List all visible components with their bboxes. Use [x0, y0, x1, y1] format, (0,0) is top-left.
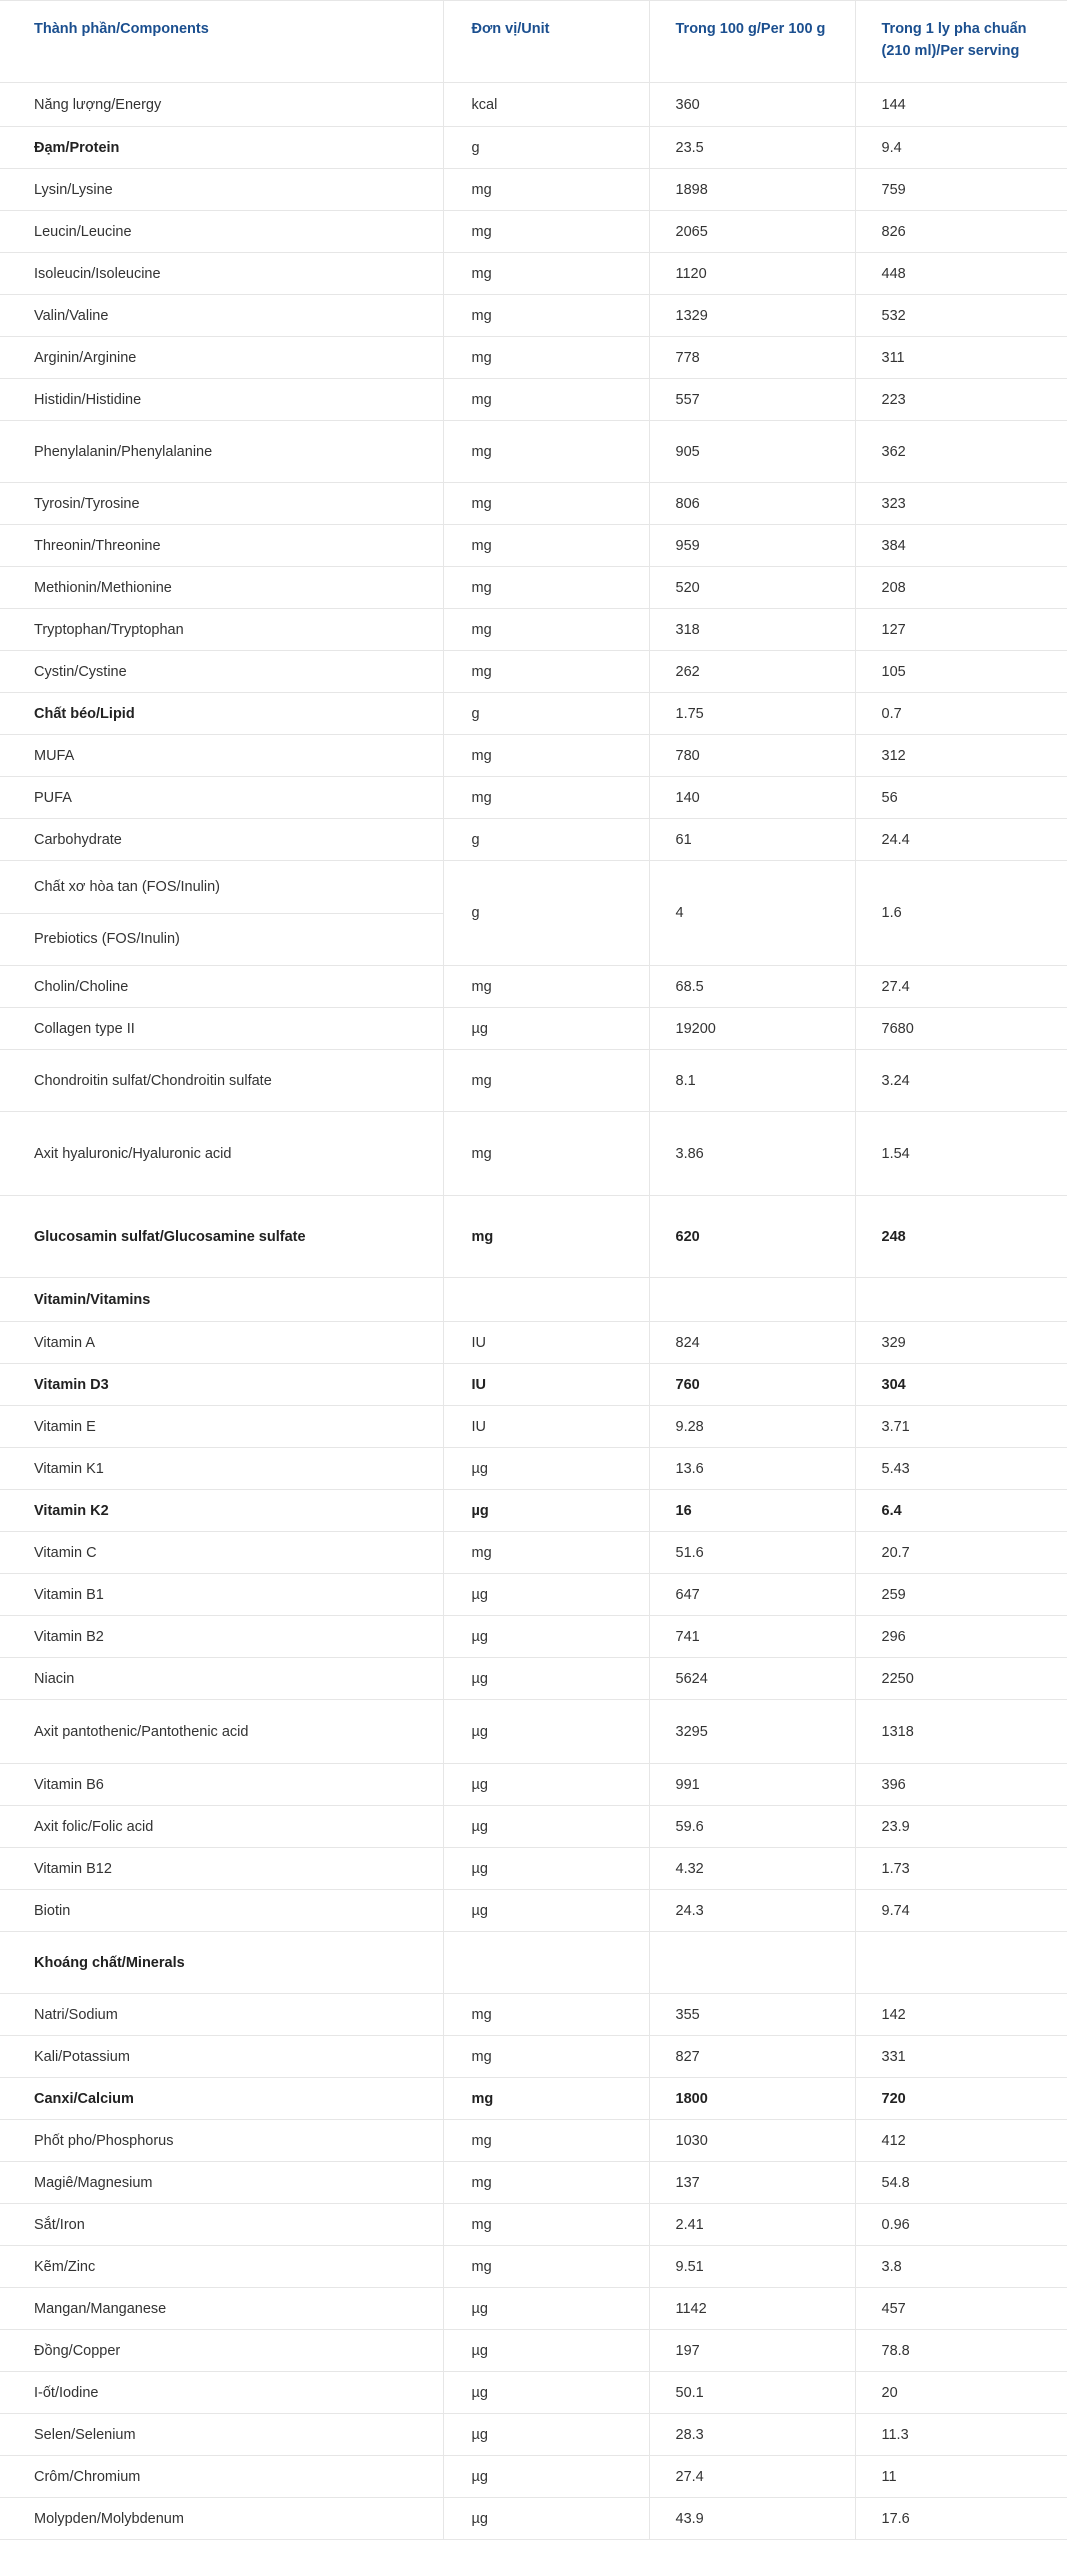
- cell-per-100g: 647: [649, 1574, 855, 1616]
- cell-component: Kali/Potassium: [0, 2036, 443, 2078]
- cell-per-100g: 905: [649, 421, 855, 483]
- table-row: [0, 483, 1067, 525]
- table-row: [0, 1278, 1067, 1322]
- cell-unit: IU: [443, 1364, 649, 1406]
- table-row: [0, 819, 1067, 861]
- cell-unit: µg: [443, 1448, 649, 1490]
- cell-per-serving: 127: [855, 609, 1067, 651]
- cell-per-100g: 51.6: [649, 1532, 855, 1574]
- cell-unit: g: [443, 127, 649, 169]
- table-row: [0, 1490, 1067, 1532]
- cell-component: Chondroitin sulfat/Chondroitin sulfate: [0, 1050, 443, 1112]
- table-row: [0, 1994, 1067, 2036]
- cell-component: Vitamin/Vitamins: [0, 1278, 443, 1322]
- table-row: [0, 1406, 1067, 1448]
- cell-per-100g: 806: [649, 483, 855, 525]
- cell-per-serving: 7680: [855, 1008, 1067, 1050]
- cell-per-serving: [855, 1278, 1067, 1322]
- table-row: [0, 651, 1067, 693]
- cell-unit: kcal: [443, 83, 649, 127]
- cell-unit: mg: [443, 337, 649, 379]
- cell-component: Vitamin E: [0, 1406, 443, 1448]
- cell-per-serving: 1318: [855, 1700, 1067, 1764]
- table-row: [0, 861, 1067, 966]
- cell-component: Collagen type II: [0, 1008, 443, 1050]
- table-row: [0, 379, 1067, 421]
- cell-per-serving: 457: [855, 2288, 1067, 2330]
- cell-unit: µg: [443, 1890, 649, 1932]
- cell-per-serving: 20.7: [855, 1532, 1067, 1574]
- cell-component: Vitamin K1: [0, 1448, 443, 1490]
- cell-unit: mg: [443, 525, 649, 567]
- cell-unit: mg: [443, 609, 649, 651]
- cell-per-serving: 259: [855, 1574, 1067, 1616]
- table-row: [0, 1050, 1067, 1112]
- cell-per-serving: 720: [855, 2078, 1067, 2120]
- cell-unit: mg: [443, 2162, 649, 2204]
- table-row: [0, 1764, 1067, 1806]
- cell-per-serving: 9.74: [855, 1890, 1067, 1932]
- cell-per-100g: 741: [649, 1616, 855, 1658]
- cell-per-serving: 78.8: [855, 2330, 1067, 2372]
- cell-per-100g: 778: [649, 337, 855, 379]
- cell-component: Crôm/Chromium: [0, 2456, 443, 2498]
- cell-per-100g: 959: [649, 525, 855, 567]
- cell-per-100g: 43.9: [649, 2498, 855, 2540]
- cell-component: Tryptophan/Tryptophan: [0, 609, 443, 651]
- table-row: [0, 2414, 1067, 2456]
- table-body: [0, 83, 1067, 2540]
- cell-per-100g: [649, 1278, 855, 1322]
- cell-component: Histidin/Histidine: [0, 379, 443, 421]
- cell-unit: µg: [443, 1806, 649, 1848]
- cell-per-serving: 144: [855, 83, 1067, 127]
- cell-unit: µg: [443, 1574, 649, 1616]
- cell-component: MUFA: [0, 735, 443, 777]
- cell-component: Vitamin A: [0, 1322, 443, 1364]
- cell-per-100g: 68.5: [649, 966, 855, 1008]
- cell-per-serving: 0.7: [855, 693, 1067, 735]
- cell-unit: µg: [443, 1616, 649, 1658]
- table-row: [0, 1196, 1067, 1278]
- cell-component: Leucin/Leucine: [0, 211, 443, 253]
- table-row: [0, 1616, 1067, 1658]
- cell-unit: µg: [443, 1008, 649, 1050]
- cell-unit: µg: [443, 1490, 649, 1532]
- cell-unit: mg: [443, 483, 649, 525]
- cell-component: Lysin/Lysine: [0, 169, 443, 211]
- table-row: [0, 169, 1067, 211]
- table-row: [0, 1322, 1067, 1364]
- cell-per-100g: 355: [649, 1994, 855, 2036]
- cell-per-100g: 197: [649, 2330, 855, 2372]
- cell-unit: mg: [443, 1196, 649, 1278]
- table-row: [0, 1700, 1067, 1764]
- cell-component: Isoleucin/Isoleucine: [0, 253, 443, 295]
- cell-unit: mg: [443, 211, 649, 253]
- cell-unit: µg: [443, 2288, 649, 2330]
- cell-component: Vitamin B6: [0, 1764, 443, 1806]
- cell-component: Vitamin B12: [0, 1848, 443, 1890]
- cell-component: Glucosamin sulfat/Glucosamine sulfate: [0, 1196, 443, 1278]
- table-row: [0, 2330, 1067, 2372]
- table-row: [0, 966, 1067, 1008]
- cell-per-serving: 296: [855, 1616, 1067, 1658]
- cell-per-100g: 19200: [649, 1008, 855, 1050]
- cell-unit: mg: [443, 1994, 649, 2036]
- cell-per-serving: 11: [855, 2456, 1067, 2498]
- cell-per-serving: 6.4: [855, 1490, 1067, 1532]
- cell-per-100g: 760: [649, 1364, 855, 1406]
- cell-unit: mg: [443, 379, 649, 421]
- cell-component: Axit pantothenic/Pantothenic acid: [0, 1700, 443, 1764]
- cell-unit: mg: [443, 651, 649, 693]
- cell-per-serving: 323: [855, 483, 1067, 525]
- table-row: [0, 295, 1067, 337]
- table-header: [0, 1, 1067, 83]
- cell-per-100g: 1898: [649, 169, 855, 211]
- cell-unit: g: [443, 861, 649, 966]
- cell-unit: µg: [443, 2372, 649, 2414]
- cell-component: Biotin: [0, 1890, 443, 1932]
- cell-per-serving: 384: [855, 525, 1067, 567]
- cell-per-100g: 50.1: [649, 2372, 855, 2414]
- cell-unit: µg: [443, 1848, 649, 1890]
- cell-component: Valin/Valine: [0, 295, 443, 337]
- cell-component: Vitamin D3: [0, 1364, 443, 1406]
- cell-component: PUFA: [0, 777, 443, 819]
- cell-component: Vitamin K2: [0, 1490, 443, 1532]
- cell-per-serving: 27.4: [855, 966, 1067, 1008]
- table-row: [0, 693, 1067, 735]
- table-row: [0, 211, 1067, 253]
- cell-per-100g: 1030: [649, 2120, 855, 2162]
- cell-per-100g: 8.1: [649, 1050, 855, 1112]
- cell-per-serving: 362: [855, 421, 1067, 483]
- cell-per-serving: 1.6: [855, 861, 1067, 966]
- cell-per-serving: 396: [855, 1764, 1067, 1806]
- cell-per-serving: 248: [855, 1196, 1067, 1278]
- cell-per-serving: 329: [855, 1322, 1067, 1364]
- cell-component: Năng lượng/Energy: [0, 83, 443, 127]
- table-row: [0, 421, 1067, 483]
- cell-component: Methionin/Methionine: [0, 567, 443, 609]
- cell-per-100g: 61: [649, 819, 855, 861]
- cell-per-serving: 3.71: [855, 1406, 1067, 1448]
- cell-component: Phenylalanin/Phenylalanine: [0, 421, 443, 483]
- cell-unit: µg: [443, 2330, 649, 2372]
- cell-component: Vitamin B1: [0, 1574, 443, 1616]
- cell-component: Carbohydrate: [0, 819, 443, 861]
- cell-component: Axit hyaluronic/Hyaluronic acid: [0, 1112, 443, 1196]
- table-row: [0, 2372, 1067, 2414]
- cell-per-100g: 28.3: [649, 2414, 855, 2456]
- cell-per-serving: 17.6: [855, 2498, 1067, 2540]
- cell-per-serving: 3.8: [855, 2246, 1067, 2288]
- cell-per-100g: 2.41: [649, 2204, 855, 2246]
- header-per-100g: Trong 100 g/Per 100 g: [649, 1, 855, 83]
- table-row: [0, 1848, 1067, 1890]
- table-row: [0, 2498, 1067, 2540]
- table-row: [0, 1658, 1067, 1700]
- cell-per-100g: 24.3: [649, 1890, 855, 1932]
- cell-component: Canxi/Calcium: [0, 2078, 443, 2120]
- cell-unit: µg: [443, 2498, 649, 2540]
- cell-per-serving: 23.9: [855, 1806, 1067, 1848]
- cell-per-100g: 140: [649, 777, 855, 819]
- cell-unit: IU: [443, 1322, 649, 1364]
- table-row: [0, 567, 1067, 609]
- cell-component: Mangan/Manganese: [0, 2288, 443, 2330]
- header-row: [0, 1, 1067, 83]
- cell-per-100g: 262: [649, 651, 855, 693]
- cell-component: Selen/Selenium: [0, 2414, 443, 2456]
- cell-component: Đồng/Copper: [0, 2330, 443, 2372]
- cell-per-100g: 5624: [649, 1658, 855, 1700]
- cell-component: Tyrosin/Tyrosine: [0, 483, 443, 525]
- cell-component: Threonin/Threonine: [0, 525, 443, 567]
- cell-per-100g: 9.28: [649, 1406, 855, 1448]
- cell-per-serving: 5.43: [855, 1448, 1067, 1490]
- cell-unit: mg: [443, 421, 649, 483]
- cell-unit: mg: [443, 1050, 649, 1112]
- cell-component: Sắt/Iron: [0, 2204, 443, 2246]
- table-row: [0, 2036, 1067, 2078]
- cell-per-serving: 9.4: [855, 127, 1067, 169]
- table-row: [0, 337, 1067, 379]
- cell-per-100g: 557: [649, 379, 855, 421]
- cell-per-serving: 3.24: [855, 1050, 1067, 1112]
- cell-per-100g: 13.6: [649, 1448, 855, 1490]
- table-row: [0, 1532, 1067, 1574]
- cell-per-serving: 532: [855, 295, 1067, 337]
- cell-per-100g: 620: [649, 1196, 855, 1278]
- cell-per-serving: 1.73: [855, 1848, 1067, 1890]
- table-row: [0, 609, 1067, 651]
- table-row: [0, 1364, 1067, 1406]
- cell-component-line: Prebiotics (FOS/Inulin): [0, 913, 443, 966]
- cell-component: Niacin: [0, 1658, 443, 1700]
- cell-component: Axit folic/Folic acid: [0, 1806, 443, 1848]
- cell-per-100g: 824: [649, 1322, 855, 1364]
- cell-per-serving: 1.54: [855, 1112, 1067, 1196]
- table-row: [0, 253, 1067, 295]
- cell-unit: mg: [443, 2246, 649, 2288]
- cell-component: Magiê/Magnesium: [0, 2162, 443, 2204]
- table-row: [0, 2120, 1067, 2162]
- cell-per-serving: 412: [855, 2120, 1067, 2162]
- table-row: [0, 1448, 1067, 1490]
- cell-component: Natri/Sodium: [0, 1994, 443, 2036]
- table-row: [0, 2456, 1067, 2498]
- cell-unit: mg: [443, 2204, 649, 2246]
- table-row: [0, 127, 1067, 169]
- cell-component: I-ốt/Iodine: [0, 2372, 443, 2414]
- cell-per-serving: 311: [855, 337, 1067, 379]
- cell-component: Kẽm/Zinc: [0, 2246, 443, 2288]
- cell-component-line: Chất xơ hòa tan (FOS/Inulin): [34, 878, 221, 895]
- cell-per-100g: 520: [649, 567, 855, 609]
- cell-component: Arginin/Arginine: [0, 337, 443, 379]
- table-row: [0, 525, 1067, 567]
- cell-unit: µg: [443, 1764, 649, 1806]
- cell-unit: mg: [443, 2078, 649, 2120]
- cell-per-serving: 11.3: [855, 2414, 1067, 2456]
- cell-unit: mg: [443, 735, 649, 777]
- table-row: [0, 2288, 1067, 2330]
- cell-per-100g: 318: [649, 609, 855, 651]
- cell-unit: mg: [443, 2036, 649, 2078]
- table-row: [0, 735, 1067, 777]
- cell-per-serving: 312: [855, 735, 1067, 777]
- cell-unit: IU: [443, 1406, 649, 1448]
- cell-unit: [443, 1278, 649, 1322]
- cell-unit: µg: [443, 2414, 649, 2456]
- cell-per-100g: 137: [649, 2162, 855, 2204]
- table-row: [0, 1806, 1067, 1848]
- cell-component: [0, 861, 443, 966]
- cell-unit: mg: [443, 567, 649, 609]
- table-row: [0, 1112, 1067, 1196]
- cell-per-serving: 826: [855, 211, 1067, 253]
- cell-per-100g: 4: [649, 861, 855, 966]
- cell-per-serving: 331: [855, 2036, 1067, 2078]
- cell-unit: µg: [443, 1700, 649, 1764]
- cell-per-serving: 0.96: [855, 2204, 1067, 2246]
- cell-per-serving: 24.4: [855, 819, 1067, 861]
- cell-per-100g: 16: [649, 1490, 855, 1532]
- cell-per-100g: 991: [649, 1764, 855, 1806]
- cell-per-serving: 142: [855, 1994, 1067, 2036]
- cell-unit: mg: [443, 777, 649, 819]
- cell-unit: g: [443, 693, 649, 735]
- cell-per-100g: 1142: [649, 2288, 855, 2330]
- cell-unit: mg: [443, 1532, 649, 1574]
- cell-unit: [443, 1932, 649, 1994]
- cell-per-100g: 59.6: [649, 1806, 855, 1848]
- cell-per-100g: 827: [649, 2036, 855, 2078]
- cell-per-serving: 105: [855, 651, 1067, 693]
- cell-per-serving: 759: [855, 169, 1067, 211]
- cell-per-100g: 1120: [649, 253, 855, 295]
- cell-per-100g: 23.5: [649, 127, 855, 169]
- cell-unit: µg: [443, 2456, 649, 2498]
- cell-unit: g: [443, 819, 649, 861]
- header-per-serving: Trong 1 ly pha chuẩn (210 ml)/Per serving: [855, 1, 1067, 83]
- cell-unit: mg: [443, 295, 649, 337]
- cell-component: Vitamin C: [0, 1532, 443, 1574]
- cell-per-100g: 1.75: [649, 693, 855, 735]
- cell-component: Cholin/Choline: [0, 966, 443, 1008]
- cell-unit: mg: [443, 169, 649, 211]
- cell-component: Đạm/Protein: [0, 127, 443, 169]
- cell-unit: mg: [443, 253, 649, 295]
- cell-unit: mg: [443, 966, 649, 1008]
- cell-component: Vitamin B2: [0, 1616, 443, 1658]
- table-row: [0, 1574, 1067, 1616]
- cell-per-serving: 208: [855, 567, 1067, 609]
- cell-per-100g: 1329: [649, 295, 855, 337]
- cell-component: Khoáng chất/Minerals: [0, 1932, 443, 1994]
- table-row: [0, 1008, 1067, 1050]
- cell-per-100g: 3295: [649, 1700, 855, 1764]
- table-row: [0, 2246, 1067, 2288]
- cell-component: Molypden/Molybdenum: [0, 2498, 443, 2540]
- cell-per-100g: 9.51: [649, 2246, 855, 2288]
- table-row: [0, 777, 1067, 819]
- cell-per-100g: 2065: [649, 211, 855, 253]
- cell-component: Chất béo/Lipid: [0, 693, 443, 735]
- table-row: [0, 2162, 1067, 2204]
- cell-per-serving: 54.8: [855, 2162, 1067, 2204]
- cell-per-100g: 360: [649, 83, 855, 127]
- cell-per-serving: 223: [855, 379, 1067, 421]
- table-row: [0, 1890, 1067, 1932]
- cell-per-serving: 56: [855, 777, 1067, 819]
- cell-per-100g: 4.32: [649, 1848, 855, 1890]
- cell-per-100g: 27.4: [649, 2456, 855, 2498]
- cell-per-100g: 3.86: [649, 1112, 855, 1196]
- cell-per-serving: 20: [855, 2372, 1067, 2414]
- header-component: Thành phần/Components: [0, 1, 443, 83]
- cell-per-serving: 304: [855, 1364, 1067, 1406]
- table-row: [0, 2078, 1067, 2120]
- cell-unit: µg: [443, 1658, 649, 1700]
- cell-per-serving: 448: [855, 253, 1067, 295]
- cell-component: Cystin/Cystine: [0, 651, 443, 693]
- cell-unit: mg: [443, 1112, 649, 1196]
- cell-per-100g: 1800: [649, 2078, 855, 2120]
- table-row: [0, 83, 1067, 127]
- cell-per-100g: [649, 1932, 855, 1994]
- cell-per-serving: [855, 1932, 1067, 1994]
- table-row: [0, 1932, 1067, 1994]
- cell-per-100g: 780: [649, 735, 855, 777]
- cell-per-serving: 2250: [855, 1658, 1067, 1700]
- header-unit: Đơn vị/Unit: [443, 1, 649, 83]
- cell-unit: mg: [443, 2120, 649, 2162]
- table-row: [0, 2204, 1067, 2246]
- cell-component: Phốt pho/Phosphorus: [0, 2120, 443, 2162]
